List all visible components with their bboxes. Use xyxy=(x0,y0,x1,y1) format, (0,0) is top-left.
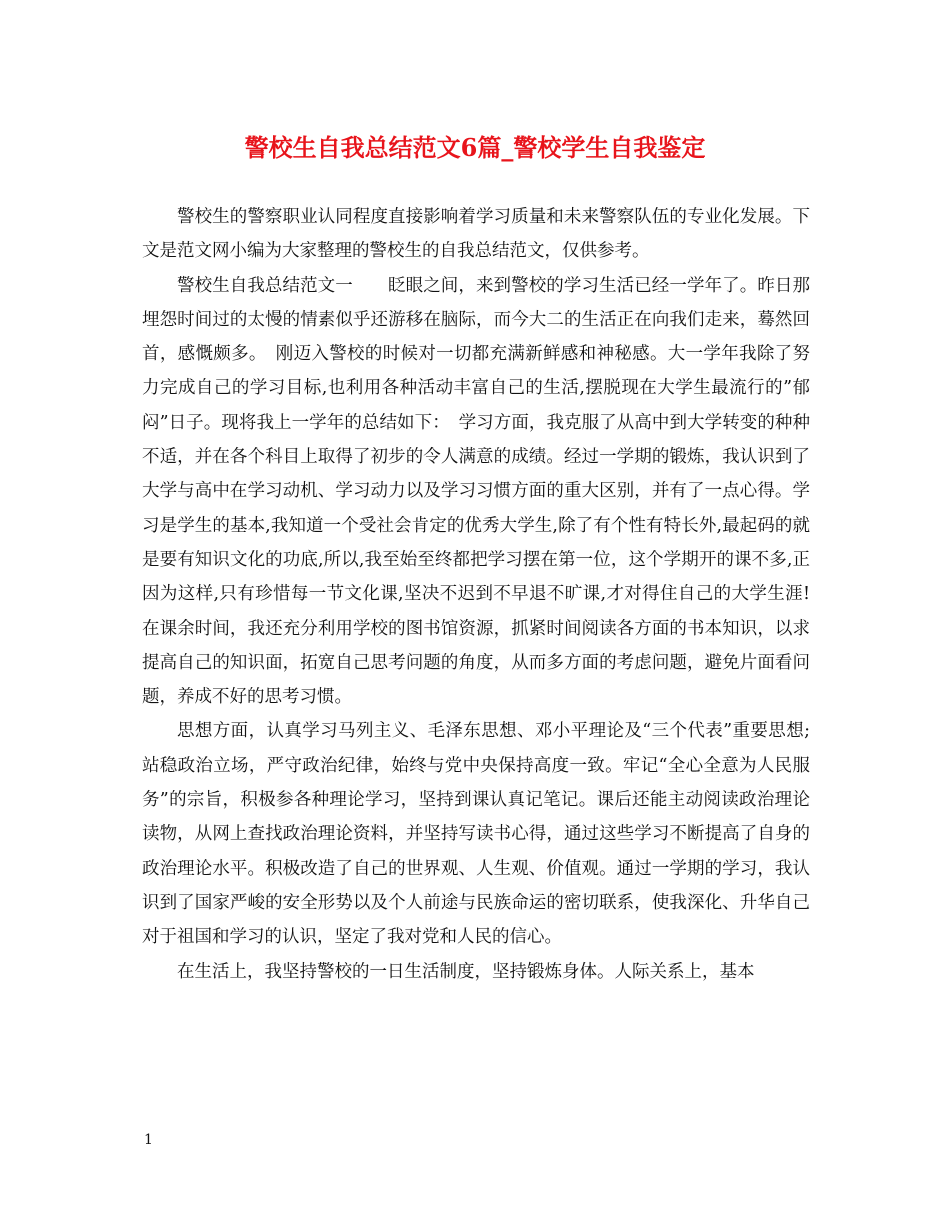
paragraph-thought: 思想方面，认真学习马列主义、毛泽东思想、邓小平理论及“三个代表”重要思想;站稳政治立场，严守政治纪律，始终与党中央保持高度一致。牢记“全心全意为人民服务”的宗旨，积极参各种理论学习，坚持到课认真记笔记。课后还能主动阅读政治理论读物，从网上查找政治理论资料，并坚持写读书心得，通过这些学习不断提高了自身的政治理论水平。积极改造了自己的世界观、人生观、价值观。通过一学期的学习，我认识到了国家严峻的安全形势以及个人前途与民族命运的密切联系，使我深化、升华自己对于祖国和学习的认识，坚定了我对党和人民的信心。 xyxy=(142,721,810,948)
document-body xyxy=(142,200,810,989)
paragraph-life: 在生活上，我坚持警校的一日生活制度，坚持锻炼身体。人际关系上，基本 xyxy=(177,961,755,982)
paragraph-sample-one: 警校生自我总结范文一 眨眼之间，来到警校的学习生活已经一学年了。昨日那埋怨时间过的太慢的情素似乎还游移在脑际，而今大二的生活正在向我们走来，蓦然回首，感慨颇多。 刚迈入警校的时候对一切都充满新鲜感和神秘感。大一学年我除了努力完成自己的学习目标,也利用各种活动丰富自己的生活,摆脱现在大学生最流行的”郁闷”日子。现将我上一学年的总结如下： 学习方面，我克服了从高中到大学转变的种种不适，并在各个科目上取得了初步的令人满意的成绩。经过一学期的锻炼，我认识到了大学与高中在学习动机、学习动力以及学习习惯方面的重大区别，并有了一点心得。学习是学生的基本,我知道一个受社会肯定的优秀大学生,除了有个性有特长外,最起码的就是要有知识文化的功底,所以,我至始至终都把学习摆在第一位，这个学期开的课不多,正因为这样,只有珍惜每一节文化课,坚决不迟到不早退不旷课,才对得住自己的大学生涯!在课余时间，我还充分利用学校的图书馆资源，抓紧时间阅读各方面的书本知识，以求提高自己的知识面，拓宽自己思考问题的角度，从而多方面的考虑问题，避免片面看问题，养成不好的思考习惯。 xyxy=(142,275,810,708)
document-title: 警校生自我总结范文6篇_警校学生自我鉴定 xyxy=(244,133,706,162)
page-number: 1 xyxy=(144,1132,153,1148)
paragraph-intro: 警校生的警察职业认同程度直接影响着学习质量和未来警察队伍的专业化发展。下文是范文网小编为大家整理的警校生的自我总结范文，仅供参考。 xyxy=(142,207,810,262)
